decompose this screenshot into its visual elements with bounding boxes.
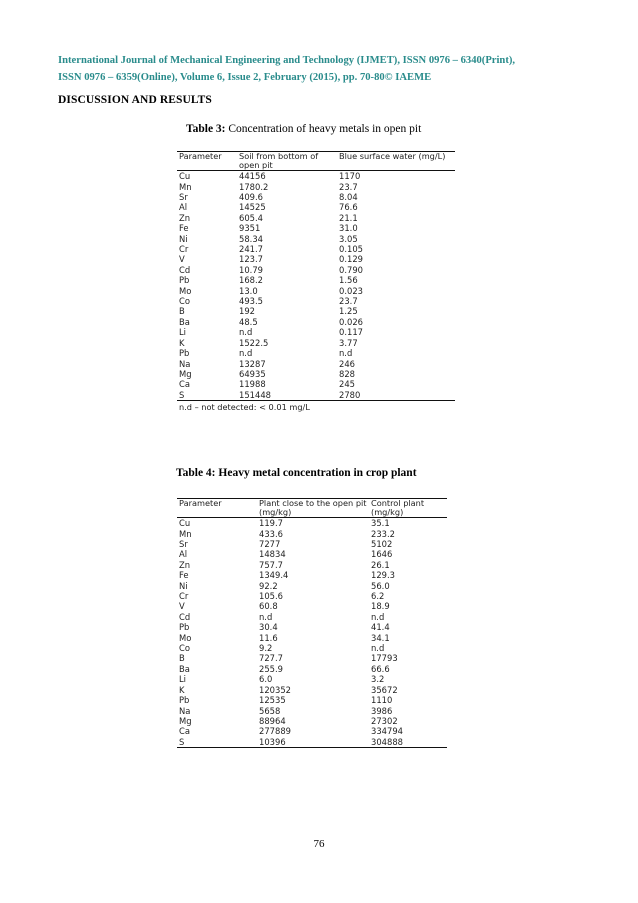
table-3-row (177, 306, 455, 316)
table-4-row (177, 695, 447, 705)
table-3-cell: 14525 (239, 202, 266, 213)
table-4-cell: 120352 (259, 684, 291, 695)
table-3-cell: Fe (179, 223, 189, 234)
table-3-cell: 0.105 (339, 244, 363, 255)
table-3-cell: 10.79 (239, 264, 263, 275)
table-3-cell: Cu (179, 171, 191, 182)
table-3-cell: 1780.2 (239, 181, 269, 192)
table-4-cell: 14834 (259, 549, 286, 560)
table-4-caption: Table 4: Heavy metal concentration in crop plant (176, 467, 417, 479)
table-3-cell: 828 (339, 368, 355, 379)
table-3-cell: Pb (179, 275, 190, 286)
table-4-cell: 11.6 (259, 632, 278, 643)
table-3-cell: 605.4 (239, 212, 263, 223)
table-4-cell: 757.7 (259, 559, 283, 570)
table-3-cell: 64935 (239, 368, 266, 379)
table-4-row (177, 737, 447, 748)
table-3-cell: 245 (339, 379, 355, 390)
table-4-cell: Ba (179, 663, 190, 674)
table-3-row (177, 369, 455, 379)
table-4-cell: Sr (179, 539, 188, 549)
table-4-cell: 1110 (371, 695, 393, 706)
table-4-cell: Cr (179, 591, 189, 602)
table-4-cell: Ni (179, 580, 188, 591)
table-4-cell: n.d (371, 643, 385, 654)
table-4-cell: 3.2 (371, 674, 385, 685)
table-4-cell: B (179, 653, 185, 664)
table-3-cell: 9351 (239, 223, 261, 234)
table-4-cell: 233.2 (371, 528, 395, 539)
table-3-cell: 241.7 (239, 244, 263, 255)
table-4-cell: 304888 (369, 737, 447, 748)
table-4-cell: 34.1 (371, 632, 390, 643)
table-4-row (177, 591, 447, 601)
table-4-cell: Co (179, 643, 190, 654)
table-3-row (177, 338, 455, 348)
table-3-caption-text: Concentration of heavy metals in open pit (225, 123, 422, 135)
section-heading: DISCUSSION AND RESULTS (58, 94, 212, 106)
table-4-cell: Mo (179, 632, 192, 643)
table-3-row (177, 254, 455, 264)
table-4-cell: 6.2 (371, 591, 385, 602)
table-3-cell: 1522.5 (239, 337, 269, 348)
page-number: 76 (313, 838, 325, 850)
table-3-header-cell: Soil from bottom of open pit (237, 152, 337, 171)
table-4-cell: 18.9 (371, 601, 390, 612)
table-4-row (177, 664, 447, 674)
table-3-row (177, 296, 455, 306)
table-4-cell: 5658 (259, 705, 281, 716)
table-4-row (177, 726, 447, 736)
table-4-cell: V (179, 601, 185, 612)
table-4-cell: 433.6 (259, 528, 283, 539)
table-3-cell: n.d (239, 327, 253, 338)
table-4-cell: 6.0 (259, 674, 273, 685)
table-3-row (177, 202, 455, 212)
table-4-cell: 17793 (371, 653, 398, 664)
table-4-body (177, 518, 447, 748)
table-4-cell: K (179, 684, 185, 695)
table-4-cell: 727.7 (259, 653, 283, 664)
table-3-cell: 0.129 (339, 254, 363, 265)
table-3-header-cell: Blue surface water (mg/L) (337, 152, 455, 171)
table-4-cell: n.d (371, 611, 385, 622)
table-3-cell: 31.0 (339, 223, 358, 234)
table-4-cell: 119.7 (259, 518, 283, 529)
table-4 (177, 498, 447, 748)
table-3-cell: 23.7 (339, 181, 358, 192)
table-3-row (177, 192, 455, 202)
table-4-cell: 41.4 (371, 622, 390, 633)
table-4-cell: 3986 (371, 705, 393, 716)
table-4-cell: n.d (259, 611, 273, 622)
table-3-cell: Sr (179, 192, 188, 202)
table-4-cell: 129.3 (371, 570, 395, 581)
table-3-cell: n.d (339, 348, 353, 359)
table-3-cell: Mn (179, 181, 192, 192)
table-4-row (177, 622, 447, 632)
table-4-header-cell: Control plant (mg/kg) (369, 499, 447, 518)
table-3-cell: 151448 (237, 390, 337, 401)
table-3-cell: 44156 (239, 171, 266, 182)
table-3-cell: Li (179, 327, 186, 338)
table-4-cell: Fe (179, 570, 189, 581)
table-3-cell: 0.023 (339, 285, 363, 296)
table-3-cell: 76.6 (339, 202, 358, 213)
table-3-row (177, 379, 455, 389)
table-3-header-cell: Parameter (177, 152, 237, 171)
table-4-row (177, 674, 447, 684)
table-3-row (177, 348, 455, 358)
table-3-cell: V (179, 254, 185, 265)
table-3-cell: 192 (239, 306, 255, 317)
table-4-cell: Ca (179, 726, 190, 737)
table-3-cell: Na (179, 358, 191, 369)
table-3-cell: 1.25 (339, 306, 358, 317)
table-4-cell: 9.2 (259, 643, 273, 654)
table-3-cell: Ca (179, 379, 190, 390)
table-3-cell: K (179, 337, 185, 348)
table-4-cell: Li (179, 674, 186, 685)
table-4-row (177, 706, 447, 716)
table-4-grid (177, 498, 447, 748)
table-3-cell: Ni (179, 233, 188, 244)
table-3-cell: Pb (179, 348, 190, 359)
table-4-cell: 7277 (259, 539, 281, 549)
table-3-footnote: n.d – not detected: < 0.01 mg/L (179, 402, 310, 413)
table-4-cell: 30.4 (259, 622, 278, 633)
table-3-cell: B (179, 306, 185, 317)
table-4-cell: 255.9 (259, 663, 283, 674)
table-3-row (177, 223, 455, 233)
table-3-row (177, 234, 455, 244)
journal-header-line-2: ISSN 0976 – 6359(Online), Volume 6, Issue 2, February (2015), pp. 70-80© IAEME (58, 72, 432, 83)
table-4-cell: 105.6 (259, 591, 283, 602)
table-3-cell: Zn (179, 212, 191, 223)
table-3-cell: 0.790 (339, 264, 363, 275)
table-4-cell: S (177, 737, 257, 748)
table-3-cell: 1170 (339, 171, 361, 182)
table-4-cell: 88964 (259, 715, 286, 726)
table-3-header-row (177, 152, 455, 171)
table-4-header-cell: Plant close to the open pit (mg/kg) (257, 499, 369, 518)
table-4-row (177, 633, 447, 643)
table-3-cell: 23.7 (339, 296, 358, 307)
table-3-row (177, 359, 455, 369)
table-4-cell: Mg (179, 715, 192, 726)
table-3-cell: 58.34 (239, 233, 263, 244)
table-4-header-cell: Parameter (177, 499, 257, 518)
table-3-cell: 3.05 (339, 233, 358, 244)
table-3-row (177, 265, 455, 275)
table-3-cell: 21.1 (339, 212, 358, 223)
table-4-cell: 1646 (371, 549, 393, 560)
table-3-row (177, 182, 455, 192)
journal-header-line-1: International Journal of Mechanical Engineering and Technology (IJMET), ISSN 0976 – 6340(Print), (58, 55, 516, 66)
table-4-cell: 35672 (371, 684, 398, 695)
table-4-cell: 334794 (371, 726, 403, 737)
table-4-cell: 27302 (371, 715, 398, 726)
table-3-cell: Ba (179, 316, 190, 327)
table-4-cell: Mn (179, 528, 192, 539)
table-4-row (177, 716, 447, 726)
table-4-cell: 12535 (259, 695, 286, 706)
table-3-cell: 3.77 (339, 337, 358, 348)
table-4-row (177, 612, 447, 622)
table-3-cell: 246 (339, 358, 355, 369)
table-3-caption (186, 123, 421, 135)
table-3-row (177, 275, 455, 285)
table-4-row (177, 653, 447, 663)
table-3-cell: 493.5 (239, 296, 263, 307)
table-4-cell: 92.2 (259, 580, 278, 591)
table-3-caption-label: Table 3: (186, 123, 226, 135)
table-3-cell: 0.026 (339, 316, 363, 327)
table-3-row (177, 244, 455, 254)
table-3-cell: 11988 (239, 379, 266, 390)
table-3-cell: 0.117 (339, 327, 363, 338)
table-3-body (177, 171, 455, 401)
table-4-row (177, 643, 447, 653)
table-4-cell: 277889 (259, 726, 291, 737)
table-4-row (177, 581, 447, 591)
table-3-cell: n.d (239, 348, 253, 359)
table-3-cell: Al (179, 202, 188, 213)
table-3-row (177, 286, 455, 296)
table-3-cell: 8.04 (339, 192, 358, 202)
table-3-row (177, 327, 455, 337)
journal-header (58, 52, 598, 86)
table-4-cell: Zn (179, 559, 191, 570)
table-4-cell: Na (179, 705, 191, 716)
table-4-row (177, 529, 447, 539)
table-4-row (177, 560, 447, 570)
table-3-cell: Mg (179, 368, 192, 379)
table-4-row (177, 518, 447, 529)
table-3-cell: Cr (179, 244, 189, 255)
table-3-cell: 13.0 (239, 285, 258, 296)
table-4-row (177, 549, 447, 559)
table-3-cell: Cd (179, 264, 191, 275)
table-3-cell: 13287 (239, 358, 266, 369)
table-4-row (177, 685, 447, 695)
table-3 (177, 151, 455, 412)
table-3-cell: S (177, 390, 237, 401)
table-4-cell: Al (179, 549, 188, 560)
table-3-row (177, 213, 455, 223)
table-3-cell: 48.5 (239, 316, 258, 327)
table-3-cell: Mo (179, 285, 192, 296)
table-4-cell: Cu (179, 518, 191, 529)
table-3-cell: 123.7 (239, 254, 263, 265)
table-3-row (177, 317, 455, 327)
table-4-row (177, 539, 447, 549)
table-4-cell: Pb (179, 695, 190, 706)
table-4-cell: 35.1 (371, 518, 390, 529)
table-4-row (177, 570, 447, 580)
table-3-cell: Co (179, 296, 190, 307)
table-4-cell: 56.0 (371, 580, 390, 591)
table-4-cell: Pb (179, 622, 190, 633)
table-4-cell: 10396 (257, 737, 369, 748)
table-4-cell: 1349.4 (259, 570, 289, 581)
table-4-row (177, 601, 447, 611)
table-3-row (177, 390, 455, 401)
table-3-cell: 409.6 (239, 192, 263, 202)
table-4-cell: 5102 (371, 539, 393, 549)
table-4-cell: 66.6 (371, 663, 390, 674)
table-4-header-row (177, 499, 447, 518)
table-3-cell: 1.56 (339, 275, 358, 286)
table-3-cell: 168.2 (239, 275, 263, 286)
table-4-cell: 60.8 (259, 601, 278, 612)
table-3-grid (177, 151, 455, 401)
table-4-cell: Cd (179, 611, 191, 622)
table-3-row (177, 171, 455, 182)
table-3-cell: 2780 (337, 390, 455, 401)
table-4-cell: 26.1 (371, 559, 390, 570)
